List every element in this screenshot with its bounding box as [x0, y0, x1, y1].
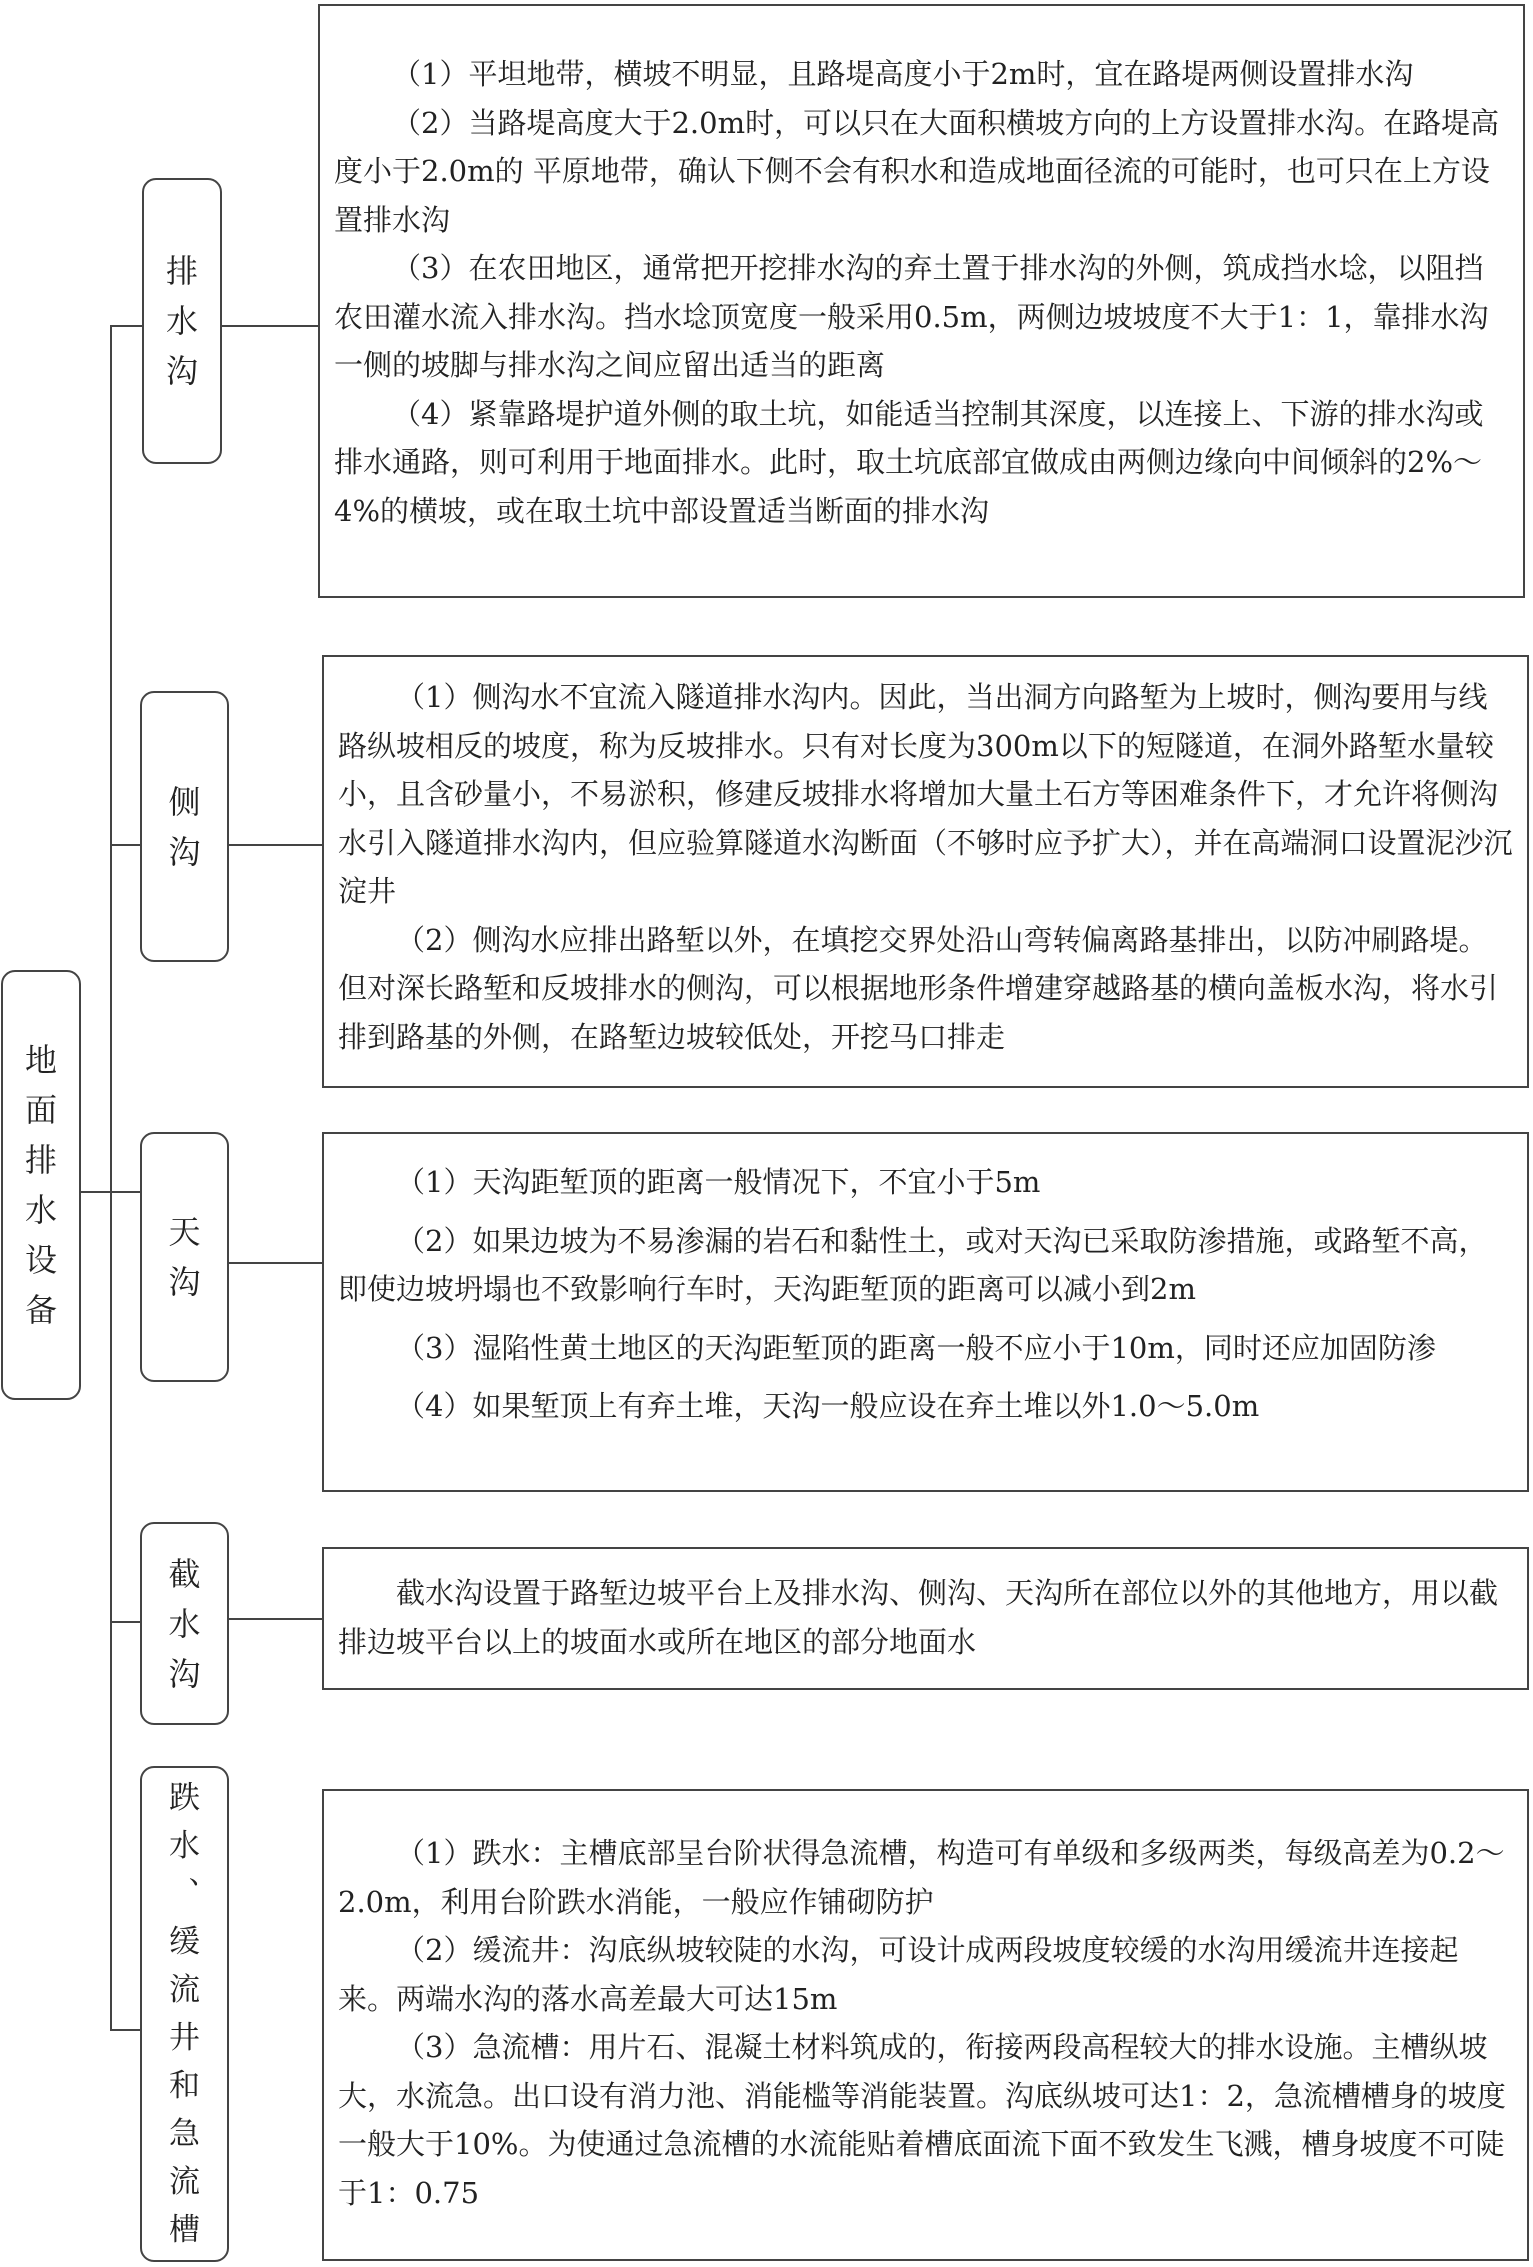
category-label: 截 水 沟	[168, 1554, 201, 1693]
content-item: （2）缓流井：沟底纵坡较陡的水沟，可设计成两段坡度较缓的水沟用缓流井连接起来。两端水沟的落水高差最大可达15m	[338, 1933, 1459, 2016]
content-item: （4）如果堑顶上有弃土堆，天沟一般应设在弃土堆以外1.0～5.0m	[396, 1389, 1260, 1423]
content-item: （2）当路堤高度大于2.0m时，可以只在大面积横坡方向的上方设置排水沟。在路堤高度小于2.0m的 平原地带，确认下侧不会有积水和造成地面径流的可能时，也可只在上方设置排水沟	[334, 105, 1500, 237]
content-item: （2）侧沟水应排出路堑以外，在填挖交界处沿山弯转偏离路基排出，以防冲刷路堤。但对深长路堑和反坡排水的侧沟，可以根据地形条件增建穿越路基的横向盖板水沟，将水引排到路基的外侧，在路堑边坡较低处，开挖马口排走	[338, 922, 1499, 1054]
branch-line-4	[110, 2029, 142, 2031]
branch-line-0	[110, 325, 142, 327]
trunk-line	[110, 325, 112, 2031]
root-node	[1, 970, 81, 1400]
content-overhead-ditch	[322, 1132, 1529, 1492]
branch-line-1	[110, 844, 142, 846]
root-connector	[80, 1191, 112, 1193]
cat-connector-2	[229, 1262, 322, 1264]
category-label: 排 水 沟	[165, 252, 198, 390]
content-item: （1）平坦地带，横坡不明显，且路堤高度小于2m时，宜在路堤两侧设置排水沟	[392, 57, 1414, 91]
category-label: 侧 沟	[168, 782, 201, 871]
category-overhead-ditch	[140, 1132, 229, 1382]
branch-line-2	[110, 1191, 142, 1193]
cat-connector-1	[229, 844, 322, 846]
category-intercepting-ditch	[140, 1522, 229, 1725]
content-item: 截水沟设置于路堑边坡平台上及排水沟、侧沟、天沟所在部位以外的其他地方，用以截排边坡平台以上的坡面水或所在地区的部分地面水	[338, 1576, 1499, 1659]
category-side-ditch	[140, 691, 229, 962]
content-item: （3）在农田地区，通常把开挖排水沟的弃土置于排水沟的外侧，筑成挡水埝，以阻挡农田灌水流入排水沟。挡水埝顶宽度一般采用0.5m，两侧边坡坡度不大于1：1，靠排水沟一侧的坡脚与排水沟之间应留出适当的距离	[334, 251, 1489, 382]
content-item: （1）天沟距堑顶的距离一般情况下，不宜小于5m	[396, 1165, 1041, 1199]
content-intercepting-ditch	[322, 1547, 1529, 1690]
content-item: （4）紧靠路堤护道外侧的取土坑，如能适当控制其深度，以连接上、下游的排水沟或排水通路，则可利用于地面排水。此时，取土坑底部宜做成由两侧边缘向中间倾斜的2%～4%的横坡，或在取土坑中部设置适当断面的排水沟	[334, 396, 1484, 528]
category-drainage-ditch	[142, 178, 222, 464]
content-item: （3）湿陷性黄土地区的天沟距堑顶的距离一般不应小于10m，同时还应加固防渗	[396, 1330, 1436, 1365]
root-label: 地 面 排 水 设 备	[24, 1041, 57, 1329]
cat-connector-0	[222, 325, 318, 327]
cat-connector-3	[229, 1618, 322, 1620]
category-label: 跌 水 ︑ 缓 流 井 和 急 流 槽	[169, 1780, 200, 2248]
content-item: （3）急流槽：用片石、混凝土材料筑成的，衔接两段高程较大的排水设施。主槽纵坡大，水流急。出口设有消力池、消能槛等消能装置。沟底纵坡可达1：2，急流槽槽身的坡度一般大于10%。为使通过急流槽的水流能贴着槽底面流下面不致发生飞溅，槽身坡度不可陡于1：0.75	[338, 2030, 1506, 2210]
content-item: （1）跌水：主槽底部呈台阶状得急流槽，构造可有单级和多级两类，每级高差为0.2～2.0m，利用台阶跌水消能，一般应作铺砌防护	[338, 1836, 1505, 1919]
content-drainage-ditch	[318, 4, 1525, 598]
content-item: （1）侧沟水不宜流入隧道排水沟内。因此，当出洞方向路堑为上坡时，侧沟要用与线路纵坡相反的坡度，称为反坡排水。只有对长度为300m以下的短隧道，在洞外路堑水量较小，且含砂量小，不易淤积，修建反坡排水将增加大量土石方等困难条件下，才允许将侧沟水引入隧道排水沟内，但应验算隧道水沟断面（不够时应予扩大），并在高端洞口设置泥沙沉淀井	[338, 680, 1513, 908]
branch-line-3	[110, 1621, 142, 1623]
category-drop-and-chute	[140, 1766, 229, 2262]
content-item: （2）如果边坡为不易渗漏的岩石和黏性土，或对天沟已采取防渗措施，或路堑不高，即使边坡坍塌也不致影响行车时，天沟距堑顶的距离可以减小到2m	[338, 1223, 1488, 1306]
category-label: 天 沟	[168, 1213, 201, 1301]
content-drop-and-chute	[322, 1789, 1529, 2261]
content-side-ditch	[322, 655, 1529, 1088]
